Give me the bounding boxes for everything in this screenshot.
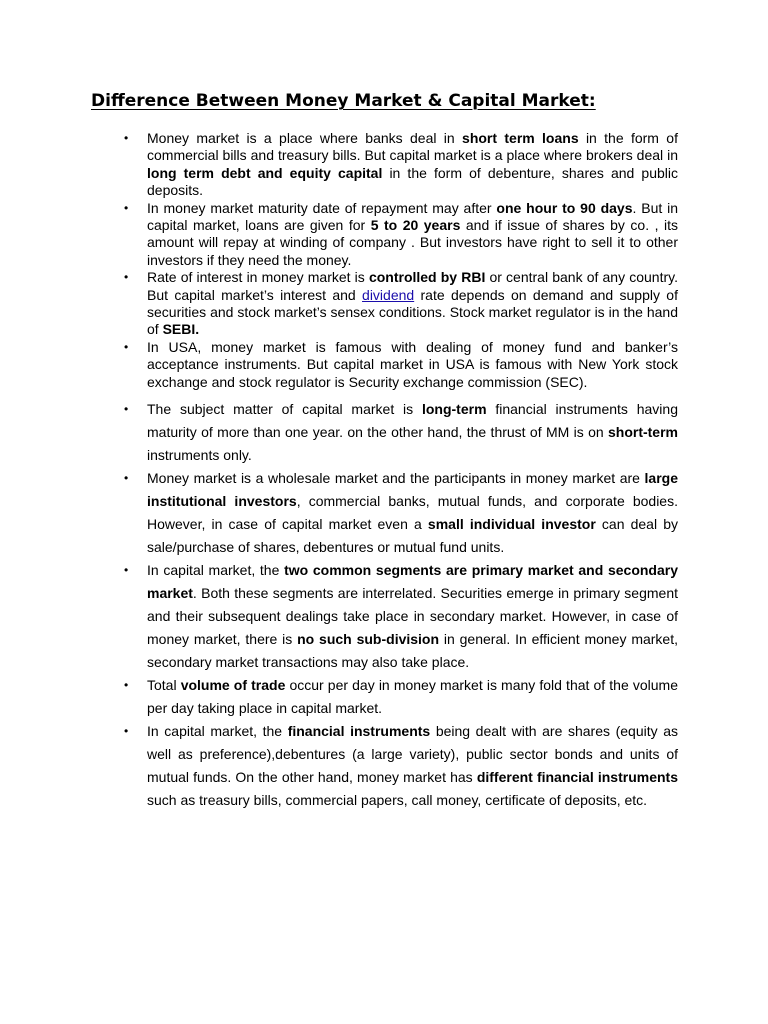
bold-term: no such sub-division bbox=[297, 631, 440, 648]
list-item: • In USA, money market is famous with dealing of money fund and banker’s acceptance instruments. But capital market in USA is famous with New York stock exchange and stock regulator is Security exchange commission (SEC). bbox=[124, 339, 678, 391]
bold-term: long-term bbox=[421, 401, 487, 418]
bold-term: large institutional investors bbox=[147, 470, 678, 510]
bold-term: long term debt and equity capital bbox=[147, 164, 383, 181]
bullet-icon bbox=[124, 398, 132, 421]
dividend-link[interactable]: dividend bbox=[362, 286, 415, 303]
bullet-icon bbox=[124, 269, 132, 286]
bullet-icon bbox=[124, 674, 132, 697]
bullet-icon bbox=[124, 559, 132, 582]
bullet-icon bbox=[124, 720, 132, 743]
document-heading: Difference Between Money Market & Capital Market: bbox=[91, 91, 596, 111]
bold-term: different financial instruments bbox=[476, 769, 678, 786]
bold-term: short-term bbox=[607, 424, 678, 441]
bold-term: two common segments are primary market and secondary market bbox=[147, 562, 679, 602]
bold-term: SEBI. bbox=[162, 321, 200, 338]
bold-term: controlled by RBI bbox=[368, 269, 486, 286]
list-item: • In capital market, the financial instruments being dealt with are shares (equity as well as preference),debentures (a large variety), public sector bonds and units of mutual funds. On the other hand, money market has different financial instruments such as treasury bills, commercial papers, call money, certificate of deposits, etc. bbox=[124, 720, 678, 812]
bold-term: volume of trade bbox=[180, 677, 286, 694]
bold-term: short term loans bbox=[462, 130, 579, 146]
bold-term: 5 to 20 years bbox=[370, 217, 461, 234]
bullet-icon bbox=[124, 467, 132, 490]
bullet-icon bbox=[124, 200, 132, 217]
bold-term: small individual investor bbox=[427, 516, 596, 533]
bold-term: financial instruments bbox=[287, 723, 431, 740]
list-item: • Rate of interest in money market is controlled by RBI or central bank of any country. But capital market’s interest and dividend rate depends on demand and supply of securities and stock market’s sensex conditions. Stock market regulator is in the hand of SEBI. bbox=[124, 269, 678, 339]
bullet-icon bbox=[124, 339, 132, 356]
list-item: • In money market maturity date of repayment may after one hour to 90 days. But in capital market, loans are given for 5 to 20 years and if issue of shares by co. , its amount will repay at winding of company . But investors have right to sell it to other investors if they need the money. bbox=[124, 200, 678, 270]
list-item: • Total volume of trade occur per day in money market is many fold that of the volume per day taking place in capital market. bbox=[124, 674, 678, 720]
bullet-list bbox=[124, 130, 678, 812]
list-item: • The subject matter of capital market is long-term financial instruments having maturity of more than one year. on the other hand, the thrust of MM is on short-term instruments only. bbox=[124, 398, 678, 467]
list-item: • Money market is a wholesale market and the participants in money market are large institutional investors, commercial banks, mutual funds, and corporate bodies. However, in case of capital market even a small individual investor can deal by sale/purchase of shares, debentures or mutual fund units. bbox=[124, 467, 678, 559]
list-item: • In capital market, the two common segments are primary market and secondary market. Both these segments are interrelated. Securities emerge in primary segment and their subsequent dealings take place in secondary market. However, in case of money market, there is no such sub-division in general. In efficient money market, secondary market transactions may also take place. bbox=[124, 559, 678, 674]
bullet-icon bbox=[124, 130, 132, 147]
bold-term: one hour to 90 days bbox=[496, 199, 633, 216]
list-item: • Money market is a place where banks deal in short term loans in the form of commercial bills and treasury bills. But capital market is a place where brokers deal in long term debt and equity capital in the form of debenture, shares and public deposits. bbox=[124, 130, 678, 200]
